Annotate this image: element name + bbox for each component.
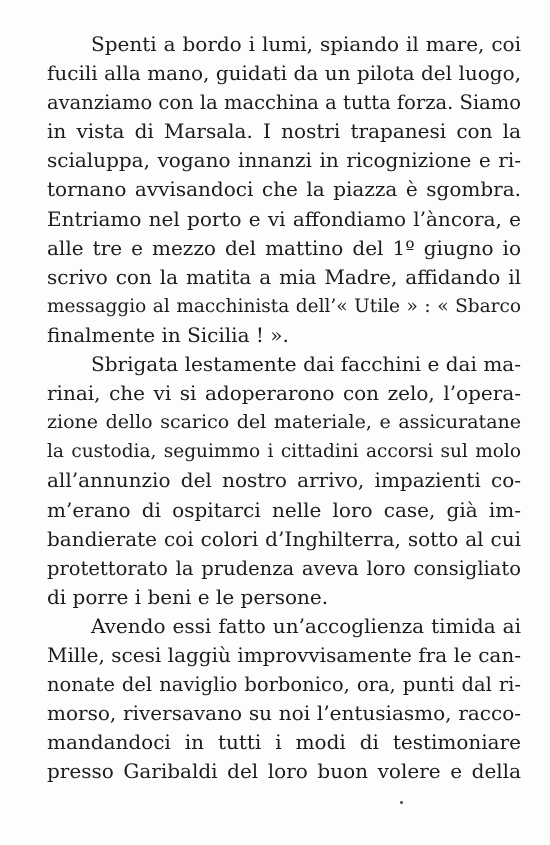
text-line: Entriamo nel porto e vi affondiamo l’àncora, e: [47, 206, 521, 231]
text-line: Sbrigata lestamente dai facchini e dai ma-: [91, 352, 521, 377]
text-line: la custodia, seguimmo i cittadini accorsi sul molo: [47, 441, 521, 463]
text-line: mandandoci in tutti i modi di testimoniare: [47, 730, 521, 755]
text-line: morso, riversavano su noi l’entusiasmo, racco-: [47, 701, 521, 726]
text-line: scrivo con la matita a mia Madre, affidando il: [47, 264, 521, 289]
text-line: tornano avvisandoci che la piazza è sgombra.: [47, 177, 521, 202]
text-line: finalmente in Sicilia ! ».: [47, 322, 289, 347]
text-line: in vista di Marsala. I nostri trapanesi con la: [47, 119, 521, 144]
text-line: all’annunzio del nostro arrivo, impazienti co-: [47, 468, 521, 493]
text-line: Mille, scesi laggiù improvvisamente fra le can-: [47, 642, 521, 667]
text-line: alle tre e mezzo del mattino del 1º giugno io: [47, 235, 521, 260]
text-line: scialuppa, vogano innanzi in ricognizione e ri-: [47, 148, 521, 173]
text-line: protettorato la prudenza aveva loro consigliato: [47, 556, 521, 580]
text-line: di porre i beni e le persone.: [47, 584, 329, 609]
ink-speck: [400, 801, 403, 804]
text-line: bandierate coi colori d’Inghilterra, sotto al cui: [47, 526, 521, 551]
body-text: [47, 30, 521, 786]
text-line: Avendo essi fatto un’accoglienza timida ai: [91, 613, 521, 638]
text-line: messaggio al macchinista dell’« Utile » : « Sbarco: [47, 295, 521, 317]
text-line: presso Garibaldi del loro buon volere e della: [47, 759, 521, 784]
text-line: rinai, che vi si adoperarono con zelo, l’opera-: [47, 381, 521, 406]
text-line: m’erano di ospitarci nelle loro case, già im-: [47, 497, 521, 522]
text-line: avanziamo con la macchina a tutta forza. Siamo: [47, 91, 521, 115]
text-line: Spenti a bordo i lumi, spiando il mare, coi: [91, 32, 521, 56]
text-line: fucili alla mano, guidati da un pilota del luogo,: [47, 61, 521, 86]
text-line: zione dello scarico del materiale, e assicuratane: [47, 411, 521, 434]
text-line: nonate del naviglio borbonico, ora, punti dal ri-: [47, 673, 521, 697]
